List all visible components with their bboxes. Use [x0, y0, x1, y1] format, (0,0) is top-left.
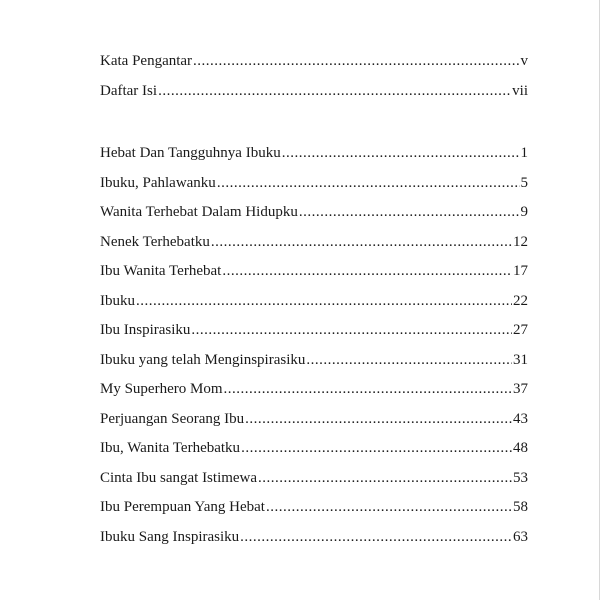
toc-leader-dots — [222, 260, 512, 282]
toc-entry-title: My Superhero Mom — [100, 381, 223, 397]
toc-section-gap — [100, 109, 528, 142]
toc-entry-page: 5 — [520, 174, 528, 191]
toc-entry — [100, 260, 528, 290]
toc-entry-page: 17 — [513, 263, 528, 279]
toc-entry — [100, 142, 528, 172]
toc-entry-title: Ibu Perempuan Yang Hebat — [100, 499, 265, 515]
toc-entry-kata-pengantar — [100, 50, 528, 80]
toc-leader-dots — [217, 172, 520, 194]
toc-leader-dots — [258, 467, 512, 489]
toc-entry-title: Ibuku, Pahlawanku — [100, 174, 216, 191]
toc-entry — [100, 378, 528, 408]
toc-leader-dots — [282, 142, 520, 164]
toc-entry-page: 43 — [513, 410, 528, 427]
toc-entry — [100, 231, 528, 261]
toc-entry — [100, 526, 528, 556]
toc-leader-dots — [306, 349, 512, 371]
toc-entry-title: Ibu, Wanita Terhebatku — [100, 440, 241, 456]
toc-entry-page: 58 — [513, 499, 528, 515]
toc-entry-page: 63 — [513, 528, 528, 545]
toc-entry-page: 53 — [513, 469, 528, 486]
toc-entry — [100, 290, 528, 320]
toc-entry-title: Ibuku Sang Inspirasiku — [100, 528, 240, 545]
toc-leader-dots — [299, 201, 520, 223]
toc-entry-title: Cinta Ibu sangat Istimewa — [100, 469, 258, 486]
toc-entry-title: Ibuku — [100, 292, 135, 309]
toc-entry-page: 27 — [513, 322, 528, 338]
toc-entry-title: Nenek Terhebatku — [100, 233, 210, 250]
toc-entry — [100, 467, 528, 497]
toc-leader-dots — [193, 50, 519, 72]
toc-entry-page: 1 — [520, 145, 528, 161]
toc-leader-dots — [191, 319, 512, 341]
toc-entry-daftar-isi — [100, 80, 528, 110]
toc-entry-page: 48 — [513, 440, 528, 456]
toc-entry — [100, 437, 528, 467]
toc-entry-page: 22 — [513, 292, 528, 309]
toc-entry — [100, 349, 528, 379]
toc-entry-title: Kata Pengantar — [100, 53, 193, 69]
toc-entry-title: Ibu Wanita Terhebat — [100, 263, 222, 279]
toc-leader-dots — [136, 290, 512, 312]
toc-entry-title: Ibuku yang telah Menginspirasiku — [100, 351, 306, 368]
toc-entry-page: 12 — [513, 233, 528, 250]
toc-leader-dots — [245, 408, 512, 430]
toc-entry-page: 37 — [513, 381, 528, 397]
toc-leader-dots — [211, 231, 512, 253]
toc-entry-title: Ibu Inspirasiku — [100, 322, 191, 338]
toc-entry-page: v — [520, 53, 528, 69]
toc-entry-title: Perjuangan Seorang Ibu — [100, 410, 245, 427]
toc-leader-dots — [266, 496, 512, 518]
toc-leader-dots — [240, 526, 512, 548]
toc-entry-title: Hebat Dan Tangguhnya Ibuku — [100, 145, 281, 161]
toc-leader-dots — [158, 80, 511, 102]
toc-entry — [100, 201, 528, 231]
toc-entry-title: Daftar Isi — [100, 82, 158, 99]
toc-entry-page: 9 — [520, 204, 528, 220]
toc-entry — [100, 408, 528, 438]
table-of-contents — [100, 50, 528, 555]
toc-entry-title: Wanita Terhebat Dalam Hidupku — [100, 204, 298, 220]
toc-leader-dots — [224, 378, 513, 400]
toc-entry — [100, 319, 528, 349]
toc-entry-page: 31 — [513, 351, 528, 368]
toc-entry — [100, 496, 528, 526]
toc-leader-dots — [241, 437, 512, 459]
toc-entry — [100, 172, 528, 202]
toc-entry-page: vii — [512, 82, 528, 99]
